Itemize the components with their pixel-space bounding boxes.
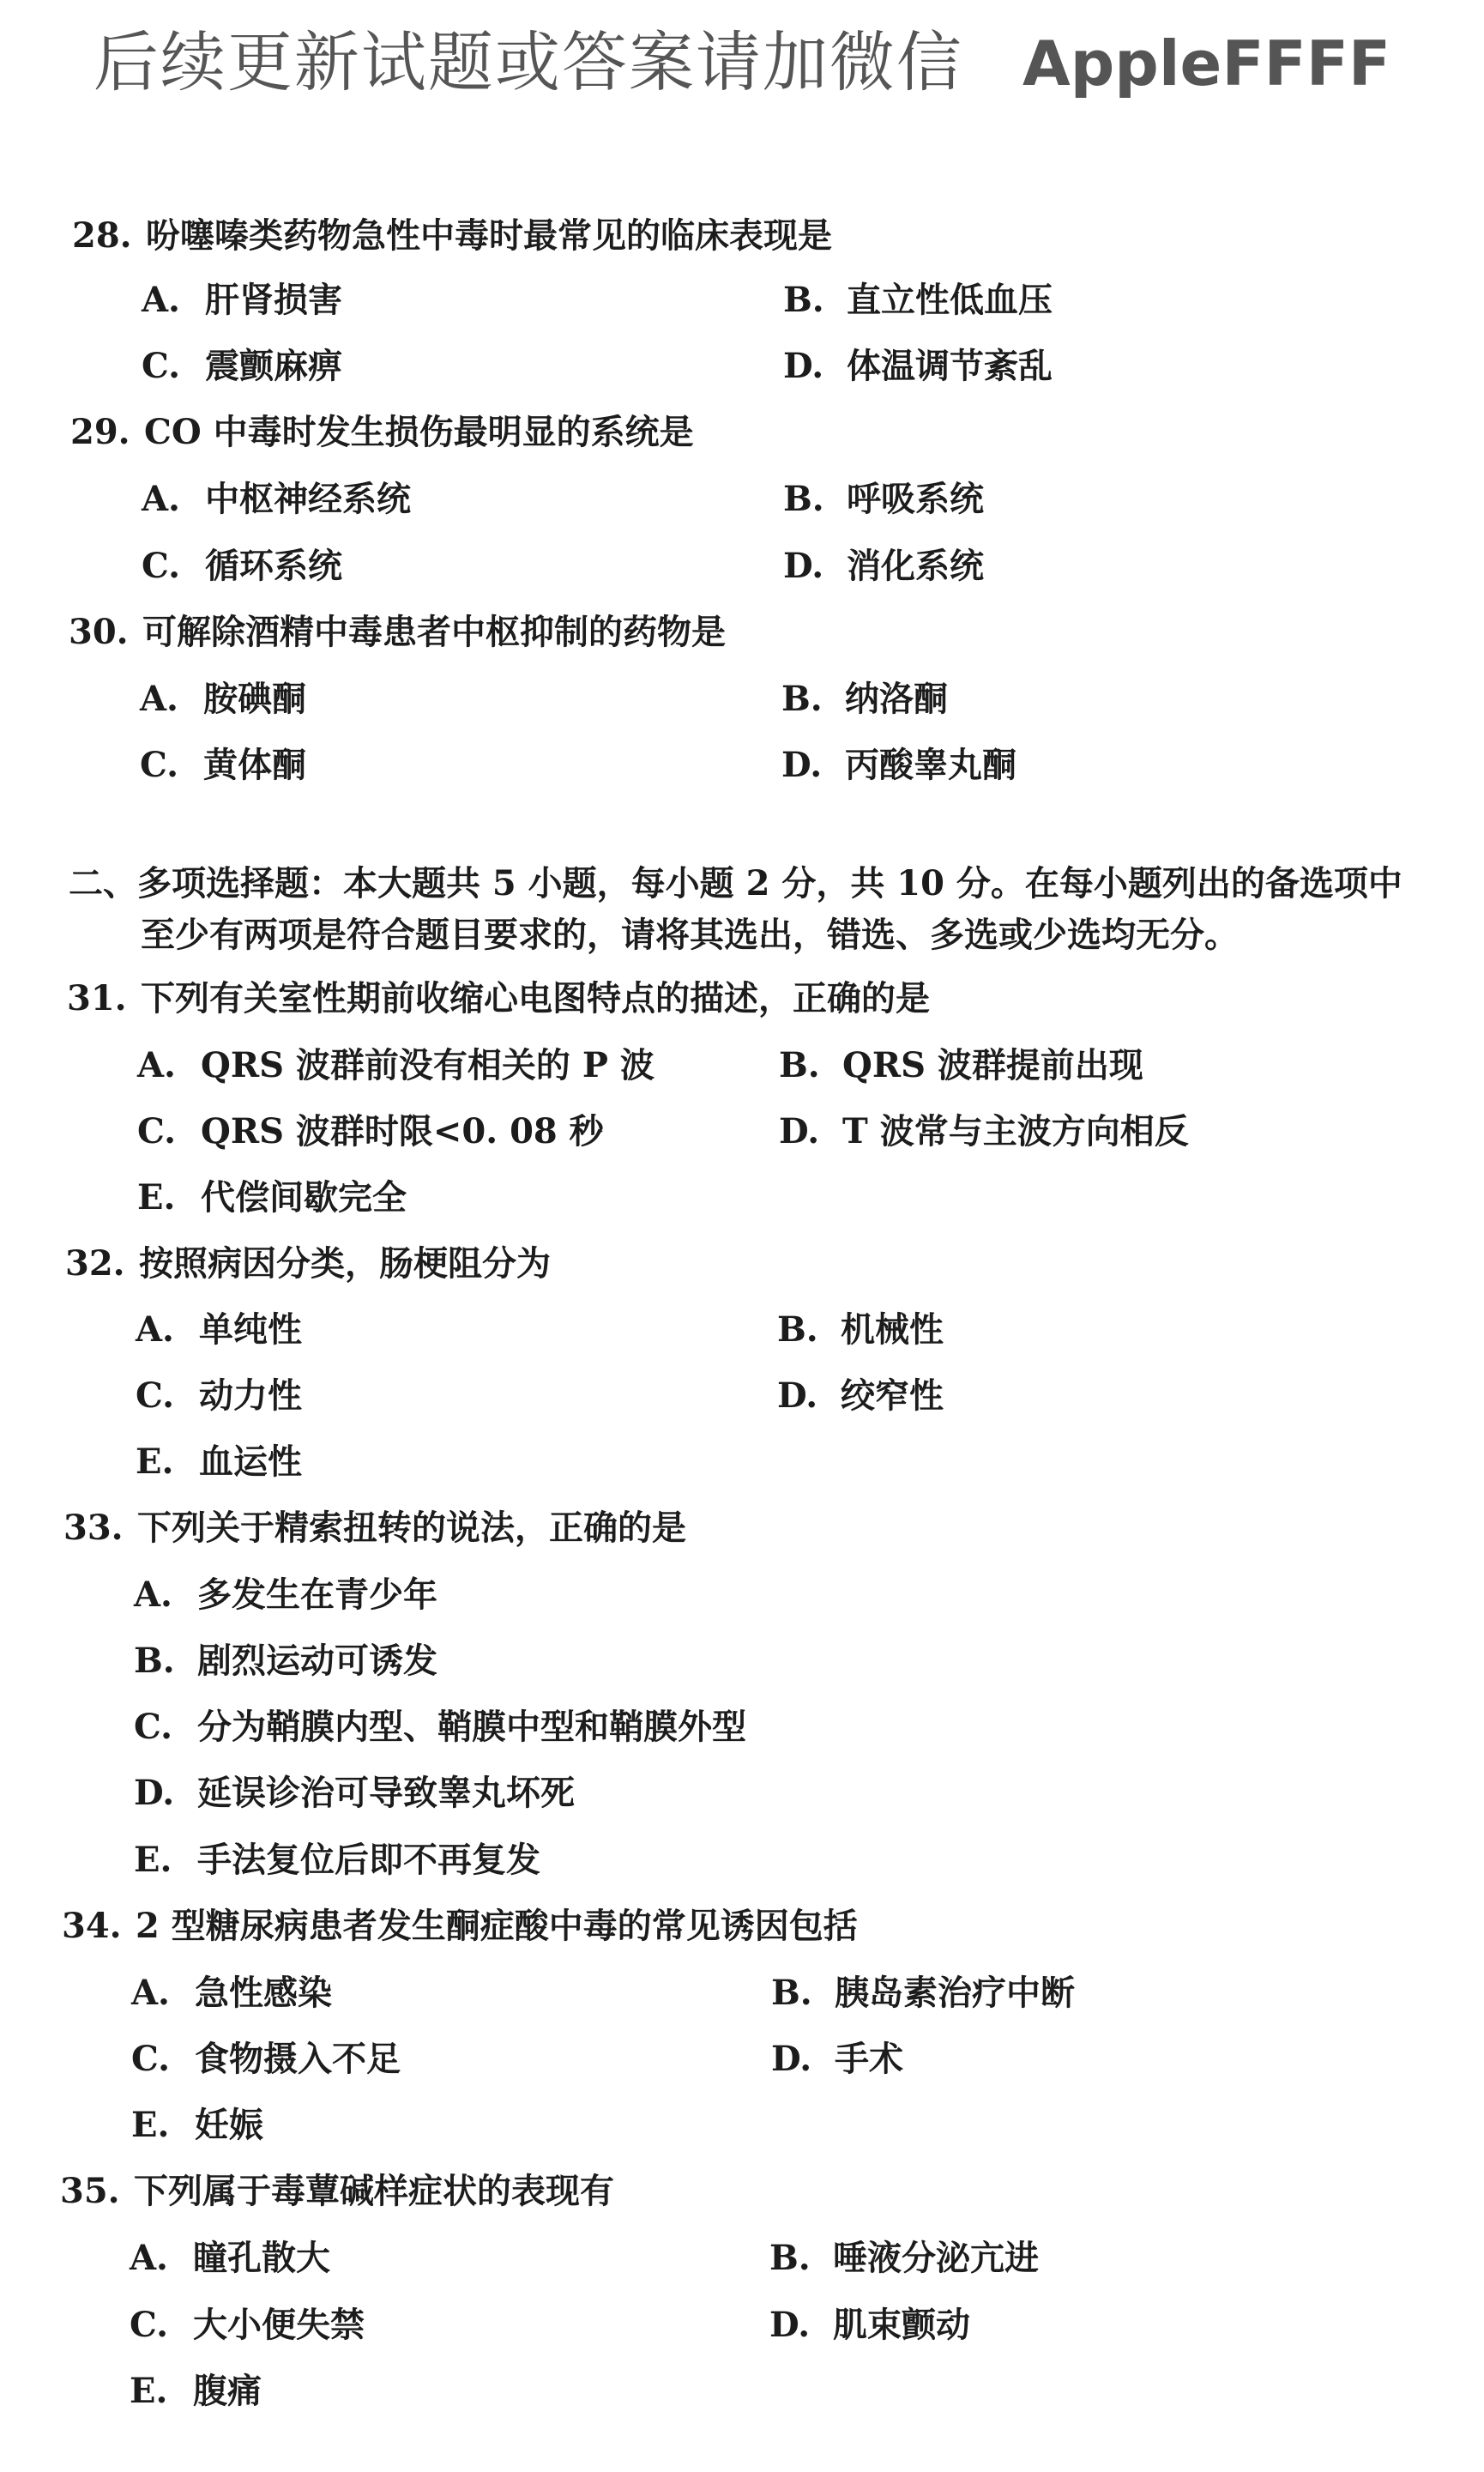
section-heading-line2: 至少有两项是符合题目要求的，请将其选出，错选、多选或少选均无分。 <box>141 915 1239 955</box>
option-31-b: B. QRS 波群提前出现 <box>779 1045 1143 1085</box>
question-30 <box>69 609 726 656</box>
question-number: 29. <box>70 412 130 452</box>
option-29-d: D. 消化系统 <box>783 546 984 586</box>
question-32 <box>65 1241 551 1287</box>
page-header <box>0 15 1484 110</box>
option-31-e: E. 代偿间歇完全 <box>137 1177 407 1218</box>
option-29-a: A. 中枢神经系统 <box>142 479 411 519</box>
option-31-a: A. QRS 波群前没有相关的 P 波 <box>137 1045 655 1085</box>
option-32-b: B. 机械性 <box>777 1309 944 1350</box>
question-text: CO 中毒时发生损伤最明显的系统是 <box>144 412 694 452</box>
question-35 <box>60 2168 614 2215</box>
question-number: 34. <box>62 1906 122 1946</box>
option-35-d: D. 肌束颤动 <box>769 2305 970 2345</box>
question-text: 下列有关室性期前收缩心电图特点的描述，正确的是 <box>141 978 930 1018</box>
question-text: 吩噻嗪类药物急性中毒时最常见的临床表现是 <box>146 215 832 256</box>
option-29-b: B. 呼吸系统 <box>783 479 984 519</box>
question-text: 可解除酒精中毒患者中枢抑制的药物是 <box>142 612 726 652</box>
option-32-e: E. 血运性 <box>136 1441 302 1482</box>
question-text: 下列属于毒蕈碱样症状的表现有 <box>134 2171 614 2211</box>
option-35-e: E. 腹痛 <box>130 2371 262 2411</box>
option-31-c: C. QRS 波群时限<0. 08 秒 <box>137 1111 604 1151</box>
option-33-e: E. 手法复位后即不再复发 <box>134 1840 540 1880</box>
question-28 <box>72 213 832 259</box>
option-32-c: C. 动力性 <box>136 1375 302 1416</box>
option-28-a: A. 肝肾损害 <box>142 280 342 320</box>
option-34-e: E. 妊娠 <box>131 2105 263 2145</box>
question-31 <box>67 976 930 1022</box>
option-30-d: D. 丙酸睾丸酮 <box>781 745 1016 785</box>
option-34-a: A. 急性感染 <box>131 1973 332 2013</box>
question-text: 下列关于精索扭转的说法，正确的是 <box>137 1508 686 1548</box>
option-30-a: A. 胺碘酮 <box>140 679 306 719</box>
option-31-d: D. T 波常与主波方向相反 <box>779 1111 1189 1151</box>
wechat-id: AppleFFFF <box>1023 27 1391 100</box>
option-32-d: D. 绞窄性 <box>777 1375 944 1416</box>
question-text: 按照病因分类，肠梗阻分为 <box>139 1243 551 1284</box>
option-33-a: A. 多发生在青少年 <box>134 1574 437 1615</box>
question-29 <box>70 409 694 456</box>
option-29-c: C. 循环系统 <box>142 546 342 586</box>
option-33-c: C. 分为鞘膜内型、鞘膜中型和鞘膜外型 <box>134 1707 746 1747</box>
question-text: 2 型糖尿病患者发生酮症酸中毒的常见诱因包括 <box>136 1906 858 1946</box>
option-35-b: B. 唾液分泌亢进 <box>769 2238 1039 2278</box>
question-33 <box>63 1505 686 1551</box>
option-34-c: C. 食物摄入不足 <box>131 2039 401 2079</box>
option-33-d: D. 延误诊治可导致睾丸坏死 <box>134 1773 575 1813</box>
question-number: 28. <box>72 215 132 256</box>
option-28-c: C. 震颤麻痹 <box>142 346 342 386</box>
option-28-b: B. 直立性低血压 <box>783 280 1053 320</box>
question-34 <box>62 1903 858 1949</box>
question-number: 31. <box>67 978 127 1018</box>
option-34-d: D. 手术 <box>771 2039 903 2079</box>
option-30-c: C. 黄体酮 <box>140 745 306 785</box>
question-number: 32. <box>65 1243 125 1284</box>
option-32-a: A. 单纯性 <box>136 1309 302 1350</box>
option-35-c: C. 大小便失禁 <box>130 2305 365 2345</box>
option-35-a: A. 瞳孔散大 <box>130 2238 330 2278</box>
option-28-d: D. 体温调节紊乱 <box>783 346 1053 386</box>
question-number: 33. <box>63 1508 124 1548</box>
section-heading-line1: 二、多项选择题：本大题共 5 小题，每小题 2 分，共 10 分。在每小题列出的备选项中 <box>69 863 1403 904</box>
header-text: 后续更新试题或答案请加微信 <box>93 24 963 100</box>
option-30-b: B. 纳洛酮 <box>781 679 948 719</box>
option-34-b: B. 胰岛素治疗中断 <box>771 1973 1075 2013</box>
question-number: 35. <box>60 2171 120 2211</box>
question-number: 30. <box>69 612 129 652</box>
option-33-b: B. 剧烈运动可诱发 <box>134 1641 437 1681</box>
